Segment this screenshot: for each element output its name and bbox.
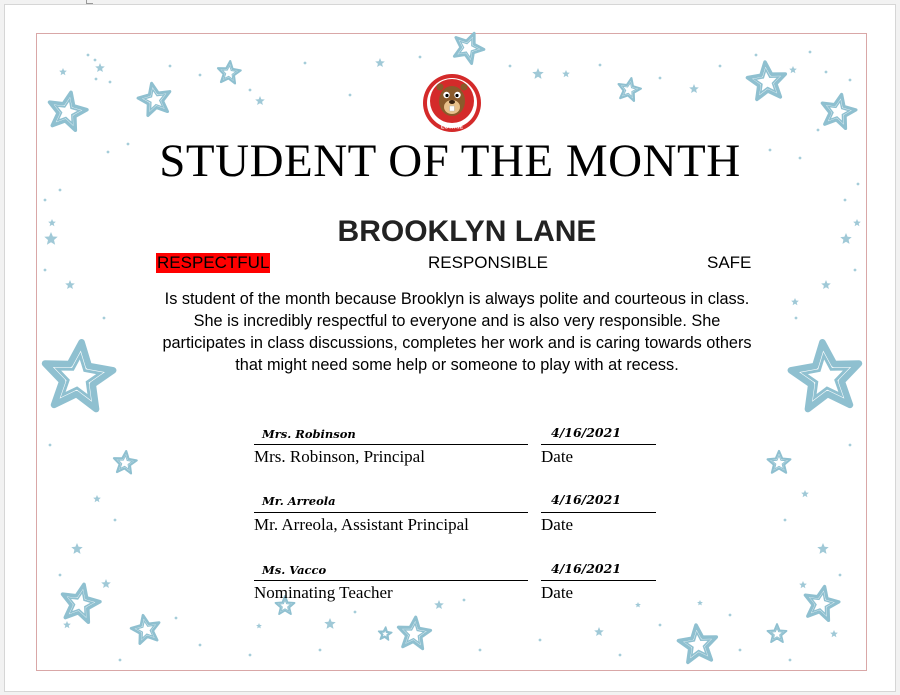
star-icon (95, 63, 105, 72)
star-icon (379, 627, 392, 640)
sparkle-dot (169, 65, 172, 68)
star-icon (532, 68, 543, 79)
certificate-description: Is student of the month because Brooklyn is always polite and courteous in class. She is incredibly respectful to everyone and is also very responsible. She participates in class discussions, completes her work and is caring towards others that might need some help or someone to play with at recess. (162, 290, 752, 374)
date-label: Date (541, 447, 574, 466)
signature-line (254, 580, 528, 581)
star-icon (822, 94, 856, 128)
sparkle-dot (817, 129, 820, 132)
beaver-mascot-icon (422, 73, 482, 133)
signature-principal: Mrs. Robinson (262, 427, 356, 441)
star-icon (789, 66, 797, 73)
date-label: Date (541, 515, 574, 534)
certificate-title: STUDENT OF THE MONTH (159, 135, 741, 187)
student-name: BROOKLYN LANE (337, 215, 597, 248)
sparkle-dot (304, 62, 307, 65)
signature-line (254, 512, 528, 513)
sparkle-dot (539, 639, 542, 642)
star-icon (71, 543, 82, 554)
star-icon (65, 280, 75, 289)
sparkle-dot (103, 317, 106, 320)
sparkle-dot (849, 79, 852, 82)
star-icon (93, 495, 101, 502)
star-icon (256, 623, 262, 628)
star-icon (791, 298, 799, 305)
role-principal: Mrs. Robinson, Principal (254, 447, 425, 466)
star-icon (114, 451, 137, 473)
sparkle-dot (729, 614, 732, 617)
star-icon (799, 581, 807, 588)
star-icon (454, 33, 484, 63)
sparkle-dot (659, 624, 662, 627)
star-icon (791, 342, 859, 409)
logo-text: LOWRIE (441, 124, 463, 131)
sparkle-dot (844, 199, 847, 202)
sparkle-dot (94, 59, 97, 62)
sparkle-dot (839, 574, 842, 577)
star-icon (748, 62, 786, 99)
sparkle-dot (44, 199, 47, 202)
sparkle-dot (719, 65, 722, 68)
sparkle-dot (95, 78, 98, 81)
sparkle-dot (755, 54, 758, 57)
star-icon (131, 615, 159, 643)
star-icon (218, 61, 241, 83)
star-icon (255, 96, 265, 105)
sparkle-dot (44, 269, 47, 272)
star-icon (375, 58, 385, 67)
sparkle-dot (784, 519, 787, 522)
sparkle-dot (249, 89, 252, 92)
date-value-assistant-principal: 4/16/2021 (551, 492, 622, 507)
role-assistant-principal: Mr. Arreola, Assistant Principal (254, 515, 469, 534)
star-icon (635, 602, 641, 607)
sparkle-dot (114, 519, 117, 522)
sparkle-dot (739, 649, 742, 652)
star-icon (830, 630, 838, 637)
sparkle-dot (854, 269, 857, 272)
sparkle-dot (119, 659, 122, 662)
sparkle-dot (419, 56, 422, 59)
star-icon (63, 621, 71, 628)
star-icon (59, 68, 67, 75)
sparkle-dot (619, 654, 622, 657)
signature-line (254, 444, 528, 445)
sparkle-dot (599, 64, 602, 67)
star-icon (324, 618, 335, 629)
star-icon (398, 617, 430, 649)
value-respectful: RESPECTFUL (157, 253, 270, 272)
sparkle-dot (319, 649, 322, 652)
date-line (541, 580, 656, 581)
star-icon (101, 579, 111, 588)
star-icon (697, 600, 703, 605)
star-icon (679, 625, 717, 662)
star-icon (619, 78, 641, 101)
date-label: Date (541, 583, 574, 602)
sparkle-dot (175, 617, 178, 620)
star-icon (138, 83, 170, 115)
signature-teacher: Ms. Vacco (262, 563, 327, 577)
value-responsible: RESPONSIBLE (428, 253, 548, 272)
sparkle-dot (479, 649, 482, 652)
star-icon (689, 84, 699, 93)
sparkle-dot (659, 77, 662, 80)
star-icon (768, 451, 791, 473)
date-line (541, 512, 656, 513)
sparkle-dot (789, 659, 792, 662)
sparkle-dot (463, 599, 466, 602)
sparkle-dot (199, 644, 202, 647)
star-icon (434, 600, 444, 609)
sparkle-dot (49, 444, 52, 447)
sparkle-dot (825, 71, 828, 74)
date-value-teacher: 4/16/2021 (551, 561, 622, 576)
sparkle-dot (349, 94, 352, 97)
star-icon (594, 627, 604, 636)
star-icon (45, 342, 113, 409)
sparkle-dot (87, 54, 90, 57)
sparkle-dot (199, 74, 202, 77)
sparkle-dot (509, 65, 512, 68)
sparkle-dot (59, 574, 62, 577)
star-icon (50, 92, 87, 130)
star-icon (801, 490, 809, 497)
date-line (541, 444, 656, 445)
date-value-principal: 4/16/2021 (551, 425, 622, 440)
sparkle-dot (795, 317, 798, 320)
star-icon (562, 70, 570, 77)
star-icon (63, 584, 100, 622)
star-icon (817, 543, 828, 554)
sparkle-dot (849, 444, 852, 447)
sparkle-dot (809, 51, 812, 54)
star-icon (805, 586, 839, 620)
sparkle-dot (249, 654, 252, 657)
sparkle-dot (59, 189, 62, 192)
signature-assistant-principal: Mr. Arreola (262, 494, 336, 508)
sparkle-dot (354, 611, 357, 614)
star-icon (821, 280, 831, 289)
role-teacher: Nominating Teacher (254, 583, 393, 602)
sparkle-dot (109, 81, 112, 84)
value-safe: SAFE (707, 253, 752, 272)
